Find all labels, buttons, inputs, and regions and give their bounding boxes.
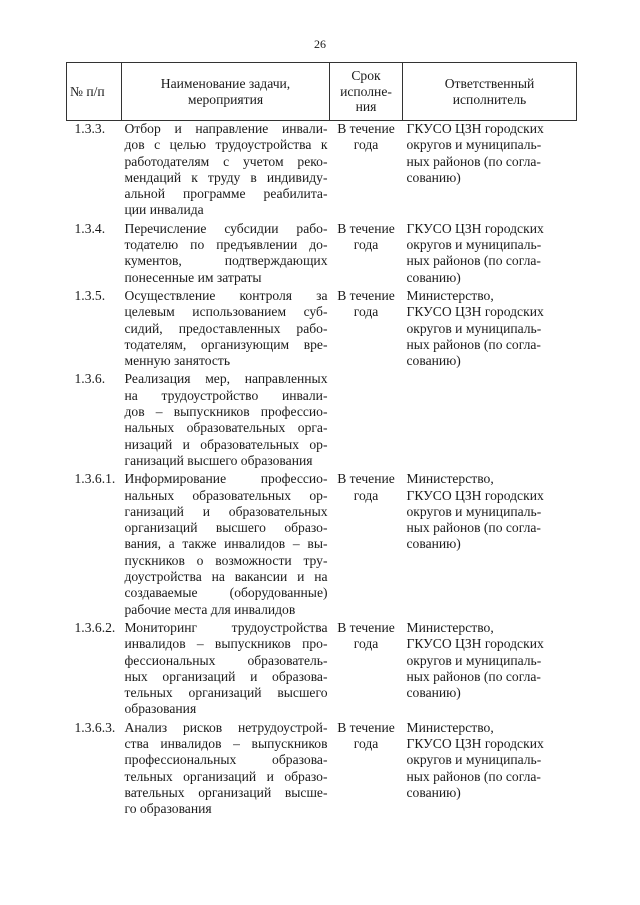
deadline-line: года	[353, 735, 379, 751]
responsible-line: Министерство,	[406, 719, 494, 735]
deadline-line: года	[353, 487, 379, 503]
responsible-line: округов и муниципаль-	[406, 237, 542, 253]
deadline	[330, 121, 403, 221]
header-deadline-line: исполне-	[340, 83, 392, 99]
responsible-line: ных районов (по согла-	[406, 153, 541, 169]
task-name-line: рабочие места для инвалидов	[124, 601, 296, 617]
deadline-line: года	[353, 304, 379, 320]
table-header-row	[67, 63, 577, 121]
table-row	[67, 121, 577, 221]
task-name-line: Осуществление контроля за	[124, 287, 328, 303]
responsible-line: округов и муниципаль-	[406, 320, 542, 336]
task-name	[122, 471, 330, 620]
task-name-line: работодателям с учетом реко-	[124, 153, 328, 169]
header-number	[67, 63, 122, 121]
task-name	[122, 221, 330, 288]
responsible-line: ГКУСО ЦЗН городских	[406, 121, 544, 136]
responsible-line: сованию)	[406, 685, 461, 701]
task-name-line: низаций и образовательных ор-	[124, 436, 328, 452]
deadline	[330, 471, 403, 620]
task-name-line: создаваемые (оборудованные)	[124, 585, 328, 601]
deadline-line: В течение	[337, 220, 395, 236]
deadline-line: В течение	[337, 121, 395, 136]
responsible-line: ных районов (по согла-	[406, 520, 541, 536]
task-name-line: образования	[124, 701, 197, 717]
header-deadline	[330, 63, 403, 121]
task-name-line: понесенные им затраты	[124, 269, 262, 285]
task-name-line: Анализ рисков нетрудоустрой-	[124, 719, 328, 735]
task-name-line: Реализация мер, направленных	[124, 371, 328, 387]
header-deadline-line: ния	[355, 99, 377, 115]
responsible-line: ных районов (по согла-	[406, 768, 541, 784]
task-name-line: организаций высшего образо-	[124, 520, 328, 536]
responsible-line: ГКУСО ЦЗН городских	[406, 220, 544, 236]
table-row	[67, 288, 577, 371]
table-row	[67, 620, 577, 720]
responsible-line: сованию)	[406, 353, 461, 369]
row-number: 1.3.6.2.	[74, 619, 116, 635]
task-name-line: вания, а также инвалидов – вы-	[124, 536, 328, 552]
responsible-line: ГКУСО ЦЗН городских	[406, 487, 544, 503]
responsible-line: ных районов (по согла-	[406, 253, 541, 269]
table-row	[67, 221, 577, 288]
task-name-line: нальных образовательных орга-	[124, 420, 328, 436]
responsible-line: сованию)	[406, 784, 461, 800]
task-name-line: мендаций к труду в индивиду-	[124, 169, 328, 185]
task-name-line: ганизаций высшего образования	[124, 452, 313, 468]
deadline	[330, 371, 403, 471]
header-deadline-line: Срок	[351, 68, 381, 84]
task-name-line: ганизаций и образовательных	[124, 503, 328, 519]
task-name-line: нальных образовательных ор-	[124, 487, 328, 503]
table-row	[67, 720, 577, 820]
task-name-line: Перечисление субсидии рабо-	[124, 220, 328, 236]
task-name	[122, 371, 330, 471]
responsible-line: округов и муниципаль-	[406, 652, 542, 668]
task-name-line: тодателям, организующим вре-	[124, 336, 328, 352]
responsible-line: ГКУСО ЦЗН городских	[406, 636, 544, 652]
responsible-line: Министерство,	[406, 471, 494, 487]
responsible	[403, 371, 577, 471]
page-number: 26	[314, 37, 326, 51]
deadline-line: года	[353, 237, 379, 253]
task-name	[122, 288, 330, 371]
task-name-line: ства инвалидов – выпускников	[124, 735, 328, 751]
responsible	[403, 620, 577, 720]
task-name-line: инвалидов – выпускников про-	[124, 636, 328, 652]
deadline-line: В течение	[337, 619, 395, 635]
responsible-line: ных районов (по согла-	[406, 668, 541, 684]
responsible	[403, 720, 577, 820]
header-responsible-line: Ответственный	[444, 76, 535, 91]
table-row	[67, 471, 577, 620]
task-name	[122, 620, 330, 720]
deadline	[330, 720, 403, 820]
responsible-line: сованию)	[406, 169, 461, 185]
header-task-name	[122, 63, 330, 121]
responsible-line: ных районов (по согла-	[406, 336, 541, 352]
task-name	[122, 720, 330, 820]
header-responsible	[403, 63, 577, 121]
deadline-line: В течение	[337, 719, 395, 735]
task-name-line: пускников о возможности тру-	[124, 552, 328, 568]
deadline	[330, 288, 403, 371]
task-name-line: ных организаций и образова-	[124, 668, 328, 684]
row-number: 1.3.3.	[74, 121, 106, 136]
task-name-line: доустройства на вакансии и на	[124, 569, 328, 585]
responsible-line: Министерство,	[406, 287, 494, 303]
task-name-line: Информирование профессио-	[124, 471, 328, 487]
task-name-line: дов с целью трудоустройства к	[124, 137, 328, 153]
row-number: 1.3.5.	[74, 287, 106, 303]
row-number: 1.3.4.	[74, 220, 106, 236]
task-name-line: тельных организаций и образо-	[124, 768, 328, 784]
task-name-line: целевым использованием суб-	[124, 304, 328, 320]
task-name-line: фессиональных образователь-	[124, 652, 328, 668]
deadline-line: В течение	[337, 287, 395, 303]
deadline-line: года	[353, 137, 379, 153]
responsible-line: сованию)	[406, 536, 461, 552]
row-number: 1.3.6.1.	[74, 471, 116, 487]
header-number-text: № п/п	[70, 83, 105, 99]
deadline	[330, 620, 403, 720]
task-name-line: кументов, подтверждающих	[124, 253, 328, 269]
deadline	[330, 221, 403, 288]
responsible-line: округов и муниципаль-	[406, 752, 542, 768]
task-name-line: вательных организаций высше-	[124, 784, 328, 800]
responsible	[403, 288, 577, 371]
task-name-line: го образования	[124, 801, 212, 817]
table-body	[67, 121, 577, 820]
header-responsible-line: исполнитель	[452, 91, 527, 107]
task-name-line: тодателю по предъявлении до-	[124, 237, 328, 253]
responsible-line: округов и муниципаль-	[406, 503, 542, 519]
task-name-line: на трудоустройство инвали-	[124, 387, 328, 403]
responsible-line: округов и муниципаль-	[406, 137, 542, 153]
measures-table	[66, 62, 577, 819]
deadline-line: В течение	[337, 471, 395, 487]
responsible	[403, 121, 577, 221]
row-number: 1.3.6.	[74, 371, 106, 387]
task-name	[122, 121, 330, 221]
header-task-name-line: мероприятия	[187, 91, 264, 107]
task-name-line: ции инвалида	[124, 202, 204, 218]
responsible	[403, 221, 577, 288]
task-name-line: дов – выпускников профессио-	[124, 404, 328, 420]
row-number: 1.3.6.3.	[74, 719, 116, 735]
responsible	[403, 471, 577, 620]
task-name-line: менную занятость	[124, 353, 231, 369]
task-name-line: Отбор и направление инвали-	[124, 121, 328, 136]
task-name-line: сидий, предоставленных рабо-	[124, 320, 328, 336]
deadline-line: года	[353, 636, 379, 652]
task-name-line: альной программе реабилита-	[124, 186, 328, 202]
responsible-line: ГКУСО ЦЗН городских	[406, 735, 544, 751]
task-name-line: тельных организаций высшего	[124, 685, 328, 701]
task-name-line: профессиональных образова-	[124, 752, 328, 768]
header-task-name-line: Наименование задачи,	[160, 76, 291, 91]
responsible-line: сованию)	[406, 269, 461, 285]
responsible-line: ГКУСО ЦЗН городских	[406, 304, 544, 320]
table-row	[67, 371, 577, 471]
responsible-line: Министерство,	[406, 619, 494, 635]
task-name-line: Мониторинг трудоустройства	[124, 619, 328, 635]
